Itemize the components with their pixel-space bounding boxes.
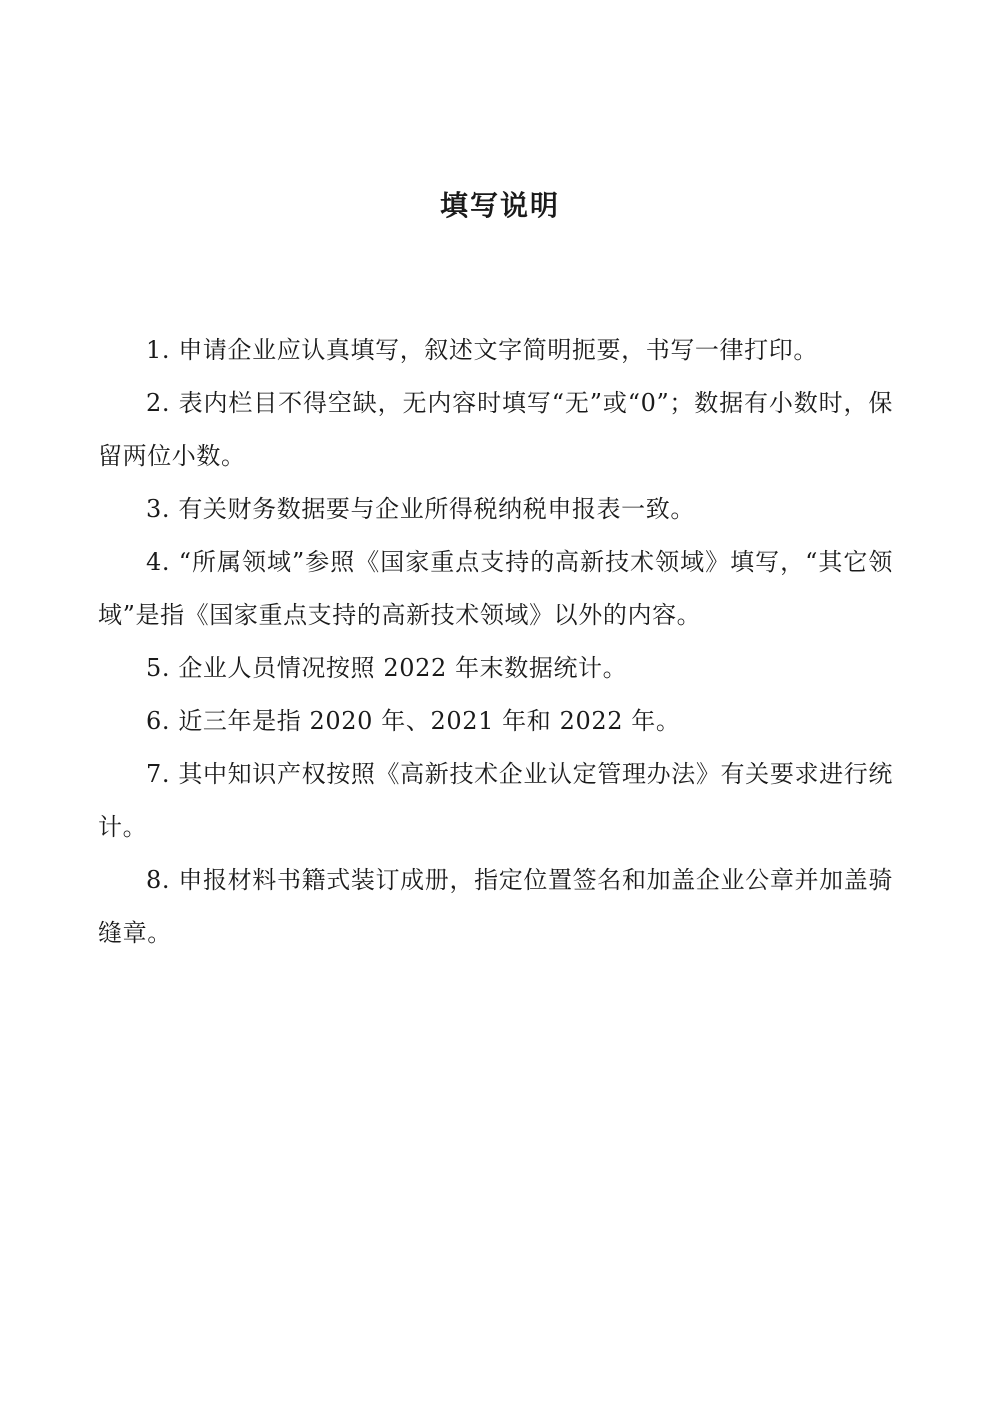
instruction-item-7: 7. 其中知识产权按照《高新技术企业认定管理办法》有关要求进行统计。 bbox=[98, 760, 893, 841]
page-title: 填写说明 bbox=[439, 189, 560, 222]
instruction-item-5: 5. 企业人员情况按照 2022 年末数据统计。 bbox=[146, 654, 628, 682]
instruction-item-3: 3. 有关财务数据要与企业所得税纳税申报表一致。 bbox=[146, 495, 695, 523]
instruction-item-4: 4. “所属领域”参照《国家重点支持的高新技术领域》填写，“其它领域”是指《国家重点支持的高新技术领域》以外的内容。 bbox=[98, 548, 893, 629]
instruction-item-8: 8. 申报材料书籍式装订成册，指定位置签名和加盖企业公章并加盖骑缝章。 bbox=[98, 866, 893, 947]
instruction-item-1: 1. 申请企业应认真填写，叙述文字简明扼要，书写一律打印。 bbox=[146, 336, 818, 364]
instruction-item-6: 6. 近三年是指 2020 年、2021 年和 2022 年。 bbox=[146, 707, 681, 735]
instructions-body bbox=[98, 324, 893, 960]
instruction-item-2: 2. 表内栏目不得空缺，无内容时填写“无”或“0”；数据有小数时，保留两位小数。 bbox=[98, 389, 893, 470]
